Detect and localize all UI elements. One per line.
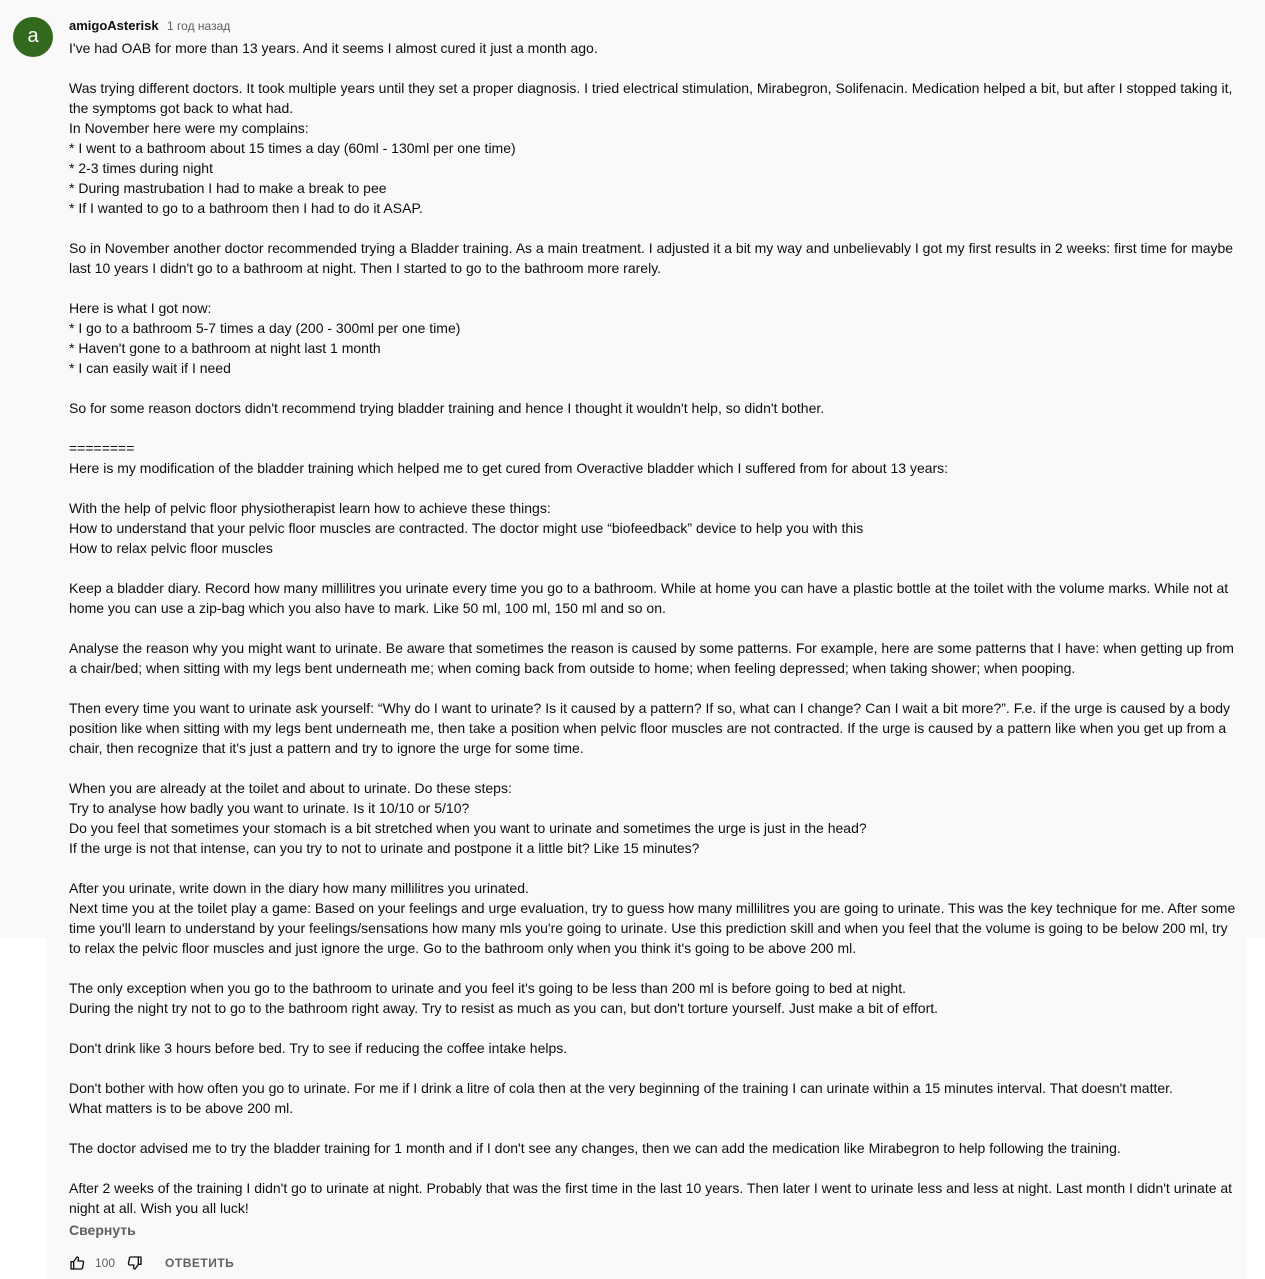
- comment-line: * I went to a bathroom about 15 times a day (60ml - 130ml per one time): [69, 140, 516, 156]
- comment-paragraph: [69, 778, 1243, 858]
- comment-line: With the help of pelvic floor physiotherapist learn how to achieve these things:: [69, 500, 551, 516]
- reply-button[interactable]: ОТВЕТИТЬ: [165, 1256, 235, 1270]
- comment-timestamp[interactable]: 1 год назад: [167, 19, 231, 33]
- comment-actions: [69, 1254, 234, 1272]
- comment-paragraph: [69, 398, 1243, 418]
- comment-line: Then every time you want to urinate ask yourself: “Why do I want to urinate? Is it caused by a pattern? If so, what can I change? Can I wait a bit more?”. F.e. if the urge is caused by a body position like when sitting with my legs bent underneath me, then take a position when pelvic floor muscles are not contracted. If the urge is caused by a pattern like when you get up from a chair, then recognize that it's just a pattern and try to ignore the urge for some time.: [69, 700, 1231, 756]
- comment-line: The doctor advised me to try the bladder training for 1 month and if I don't see any changes, then we can add the medication like Mirabegron to help following the training.: [69, 1140, 1121, 1156]
- comment-line: Here is what I got now:: [69, 300, 212, 316]
- avatar[interactable]: a: [13, 17, 53, 57]
- comment-line: After you urinate, write down in the diary how many millilitres you urinated.: [69, 880, 529, 896]
- comment-line: The only exception when you go to the bathroom to urinate and you feel it's going to be less than 200 ml is before going to bed at night.: [69, 980, 906, 996]
- collapse-button[interactable]: Свернуть: [69, 1222, 136, 1238]
- comment-paragraph: [69, 1178, 1243, 1218]
- comment-line: After 2 weeks of the training I didn't go to urinate at night. Probably that was the first time in the last 10 years. Then later I went to urinate less and less at night. Last month I didn't urinate at night at all. Wish you all luck!: [69, 1180, 1233, 1216]
- comment-paragraph: [69, 578, 1243, 618]
- comment-line: * If I wanted to go to a bathroom then I had to do it ASAP.: [69, 200, 423, 216]
- comment-paragraph: [69, 298, 1243, 378]
- comment-line: When you are already at the toilet and about to urinate. Do these steps:: [69, 780, 512, 796]
- comment-paragraph: [69, 1138, 1243, 1158]
- comment-paragraph: [69, 438, 1243, 478]
- comment-line: ========: [69, 440, 135, 456]
- comment-line: Was trying different doctors. It took multiple years until they set a proper diagnosis. I tried electrical stimulation, Mirabegron, Solifenacin. Medication helped a bit, but after I stopped taking it, the symptoms got back to what had.: [69, 80, 1233, 116]
- comment-line: Don't drink like 3 hours before bed. Try to see if reducing the coffee intake helps.: [69, 1040, 568, 1056]
- comment-line: * 2-3 times during night: [69, 160, 213, 176]
- comment-line: Don't bother with how often you go to urinate. For me if I drink a litre of cola then at the very beginning of the training I can urinate within a 15 minutes interval. That doesn't matter.: [69, 1080, 1173, 1096]
- comment-line: If the urge is not that intense, can you try to not to urinate and postpone it a little bit? Like 15 minutes?: [69, 840, 700, 856]
- comment-paragraph: [69, 978, 1243, 1018]
- comment-line: I've had OAB for more than 13 years. And it seems I almost cured it just a month ago.: [69, 40, 598, 56]
- comment-paragraph: [69, 638, 1243, 678]
- comment-line: Analyse the reason why you might want to urinate. Be aware that sometimes the reason is caused by some patterns. For example, here are some patterns that I have: when getting up from a chair/bed; when sitting with my legs bent underneath me; when coming back from outside to home; when feeling depressed; when taking shower; when pooping.: [69, 640, 1234, 676]
- comment-line: How to understand that your pelvic floor muscles are contracted. The doctor might use “biofeedback” device to help you with this: [69, 520, 864, 536]
- comment-line: * I go to a bathroom 5-7 times a day (200 - 300ml per one time): [69, 320, 461, 336]
- comment-paragraph: [69, 38, 1243, 58]
- comment-line: So for some reason doctors didn't recommend trying bladder training and hence I thought it wouldn't help, so didn't bother.: [69, 400, 825, 416]
- comment-paragraph: [69, 1078, 1243, 1118]
- comment-paragraph: [69, 698, 1243, 758]
- comment-line: Try to analyse how badly you want to urinate. Is it 10/10 or 5/10?: [69, 800, 470, 816]
- comment-line: Next time you at the toilet play a game: Based on your feelings and urge evaluation, try to guess how many millilitres you are going to urinate. This was the key technique for me. After some time you'll learn to understand by your feelings/sensations how many mls you're going to urinate. Use this prediction skill and when you feel that the volume is going to be below 200 ml, try to relax the pelvic floor muscles and just ignore the urge. Go to the bathroom only when you think it's going to be above 200 ml.: [69, 900, 1236, 956]
- comment-paragraph: [69, 1038, 1243, 1058]
- comment-text: [69, 38, 1243, 1238]
- comment-line: Keep a bladder diary. Record how many millilitres you urinate every time you go to a bathroom. While at home you can have a plastic bottle at the toilet with the volume marks. While not at home you can use a zip-bag which you also have to mark. Like 50 ml, 100 ml, 150 ml and so on.: [69, 580, 1229, 616]
- like-count: 100: [95, 1256, 116, 1270]
- comment-line: * I can easily wait if I need: [69, 360, 231, 376]
- comment-line: Do you feel that sometimes your stomach is a bit stretched when you want to urinate and sometimes the urge is just in the head?: [69, 820, 867, 836]
- author-name[interactable]: amigoAsterisk: [69, 18, 159, 33]
- comment-paragraph: [69, 878, 1243, 958]
- comment-paragraph: [69, 78, 1243, 218]
- comment-paragraph: [69, 238, 1243, 278]
- comment-line: So in November another doctor recommended trying a Bladder training. As a main treatment. I adjusted it a bit my way and unbelievably I got my first results in 2 weeks: first time for maybe last 10 years I didn't go to a bathroom at night. Then I started to go to the bathroom more rarely.: [69, 240, 1234, 276]
- thumbs-down-icon[interactable]: [127, 1255, 143, 1271]
- comment-line: * Haven't gone to a bathroom at night last 1 month: [69, 340, 381, 356]
- comment-paragraph: [69, 498, 1243, 558]
- comment-line: Here is my modification of the bladder training which helped me to get cured from Overactive bladder which I suffered from for about 13 years:: [69, 460, 949, 476]
- comment-header: [69, 17, 230, 35]
- thumbs-up-icon[interactable]: [69, 1255, 85, 1271]
- comment-line: * During mastrubation I had to make a break to pee: [69, 180, 387, 196]
- comment-line: In November here were my complains:: [69, 120, 309, 136]
- comment-line: How to relax pelvic floor muscles: [69, 540, 273, 556]
- comment-line: What matters is to be above 200 ml.: [69, 1100, 294, 1116]
- comment-line: During the night try not to go to the bathroom right away. Try to resist as much as you can, but don't torture yourself. Just make a bit of effort.: [69, 1000, 939, 1016]
